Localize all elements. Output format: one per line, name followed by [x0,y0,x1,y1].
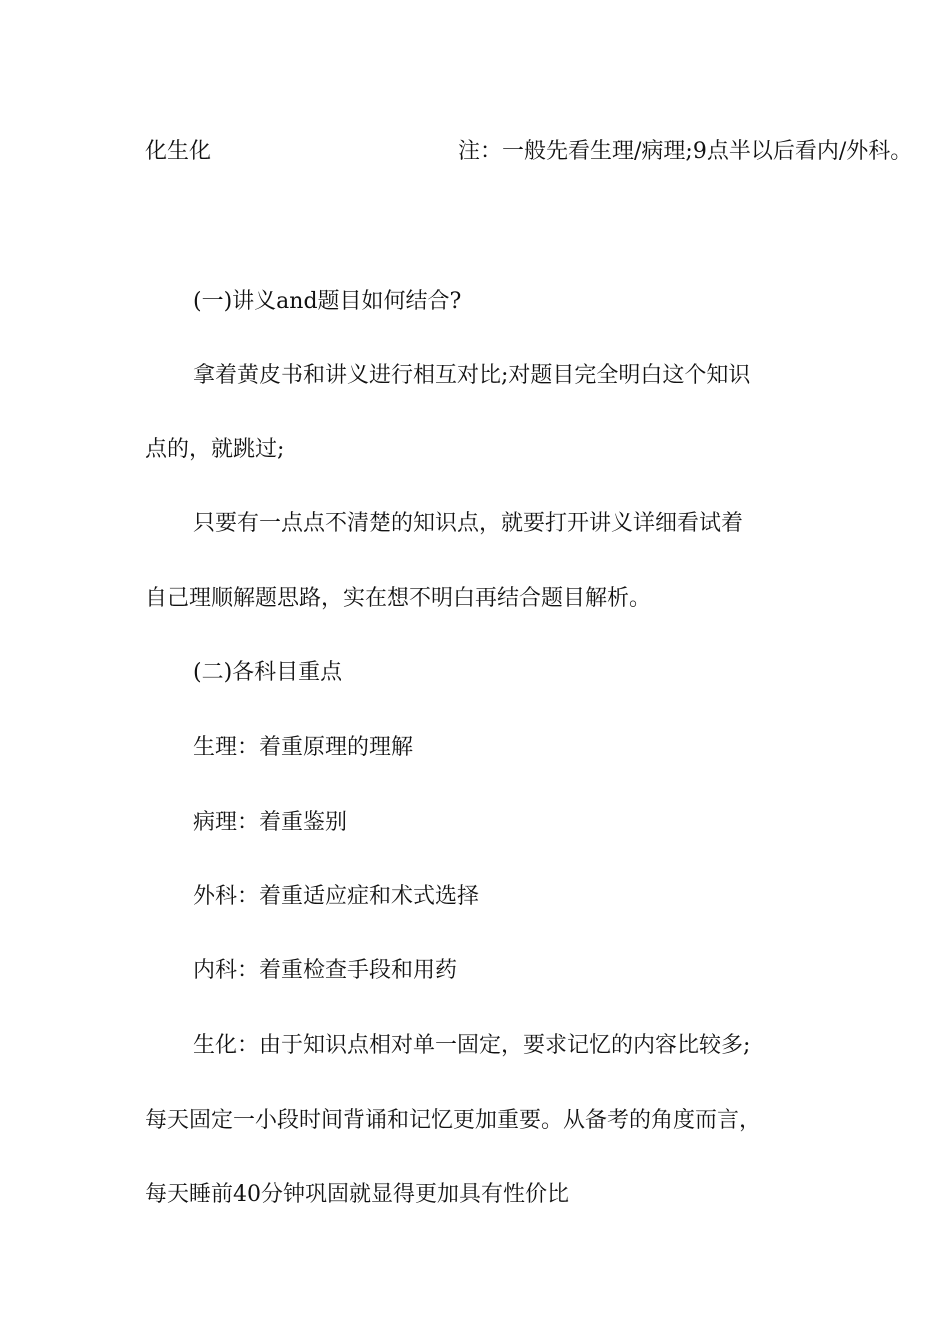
section1-heading: (一)讲义and题目如何结合? [193,289,462,314]
biochemistry-line2: 每天固定一小段时间背诵和记忆更加重要。从备考的角度而言， [145,1108,762,1133]
biochemistry-line3: 每天睡前40分钟巩固就显得更加具有性价比 [145,1182,569,1207]
top-left-label: 化生化 [145,139,212,164]
subject-item-biochemistry-line1: 生化：由于知识点相对单一固定，要求记忆的内容比较多; [193,1033,751,1058]
subject-item-surgery: 外科：着重适应症和术式选择 [193,884,480,909]
subject-item-pathology: 病理：着重鉴别 [193,810,348,835]
section2-heading: (二)各科目重点 [193,660,343,685]
section1-paragraph2-line2: 自己理顺解题思路，实在想不明白再结合题目解析。 [145,586,652,611]
subject-item-physiology: 生理：着重原理的理解 [193,735,414,760]
study-order-note: 注：一般先看生理/病理;9点半以后看内/外科。 [458,139,913,164]
section1-paragraph2-line1: 只要有一点点不清楚的知识点，就要打开讲义详细看试着 [193,511,744,536]
top-line [145,137,913,167]
subject-item-internal-medicine: 内科：着重检查手段和用药 [193,958,458,983]
section1-paragraph1-line2: 点的，就跳过; [145,437,285,462]
section1-paragraph1-line1: 拿着黄皮书和讲义进行相互对比;对题目完全明白这个知识 [193,363,751,388]
